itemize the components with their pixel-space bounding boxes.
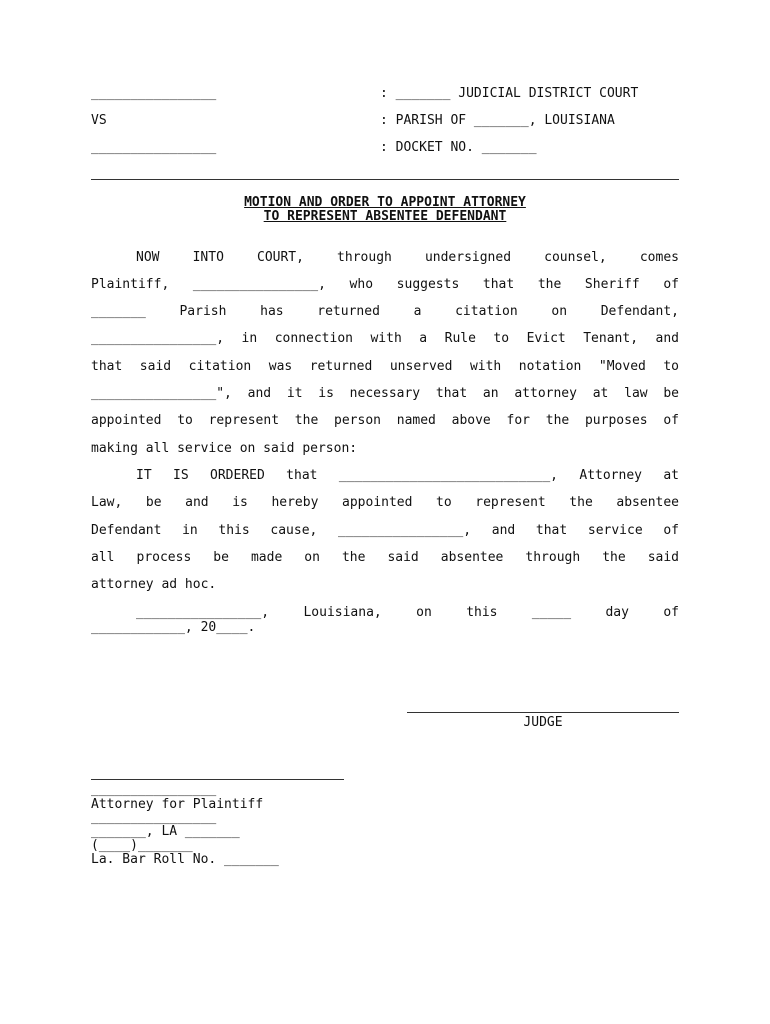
motion-line: ________________, in connection with a Rule to Evict Tenant, and xyxy=(91,331,679,346)
attorney-address-blank: ________________ xyxy=(91,810,217,825)
bar-roll-line: La. Bar Roll No. _______ xyxy=(91,852,279,867)
judge-label: JUDGE xyxy=(523,715,563,730)
document-title-line2: TO REPRESENT ABSENTEE DEFENDANT xyxy=(263,209,507,224)
signed-date-line: ________________, Louisiana, on this _____ day of xyxy=(136,605,679,620)
motion-line: ________________", and it is necessary that an attorney at law be xyxy=(91,386,679,401)
judge-signature-line xyxy=(407,712,679,713)
caption-party1-blank: ________________ xyxy=(91,86,217,101)
motion-line: NOW INTO COURT, through undersigned counsel, comes xyxy=(136,250,679,265)
motion-line: appointed to represent the person named above for the purposes of xyxy=(91,413,679,428)
motion-line: _______ Parish has returned a citation on Defendant, xyxy=(91,304,679,319)
caption-divider xyxy=(91,179,679,180)
attorney-phone-line: (____)_______ xyxy=(91,838,193,853)
signed-date-year-line: ____________, 20____. xyxy=(91,620,256,635)
caption-vs: VS xyxy=(91,113,107,128)
order-line: attorney ad hoc. xyxy=(91,577,217,592)
attorney-name-blank: ________________ xyxy=(91,782,217,797)
order-line: Defendant in this cause, ________________, and that service of xyxy=(91,523,679,538)
caption-party2-blank: ________________ xyxy=(91,140,217,155)
court-name-line: : _______ JUDICIAL DISTRICT COURT xyxy=(380,86,639,101)
attorney-city-line: _______, LA _______ xyxy=(91,824,240,839)
docket-line: : DOCKET NO. _______ xyxy=(380,140,537,155)
attorney-for-plaintiff-label: Attorney for Plaintiff xyxy=(91,797,264,812)
motion-line: making all service on said person: xyxy=(91,441,358,456)
document-title-line1: MOTION AND ORDER TO APPOINT ATTORNEY xyxy=(244,195,526,210)
order-line: Law, be and is hereby appointed to represent the absentee xyxy=(91,495,679,510)
parish-line: : PARISH OF _______, LOUISIANA xyxy=(380,113,615,128)
motion-line: that said citation was returned unserved with notation "Moved to xyxy=(91,359,679,374)
order-line: IT IS ORDERED that ___________________________, Attorney at xyxy=(136,468,679,483)
motion-line: Plaintiff, ________________, who suggests that the Sheriff of xyxy=(91,277,679,292)
order-line: all process be made on the said absentee through the said xyxy=(91,550,679,565)
attorney-signature-line xyxy=(91,779,344,780)
